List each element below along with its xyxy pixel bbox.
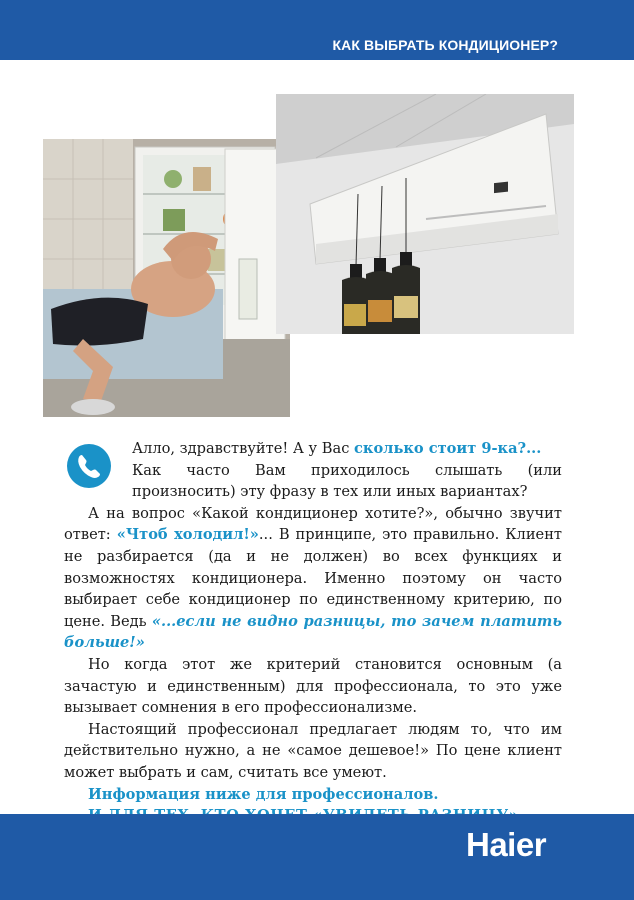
professionals-note: Информация ниже для профессионалов. <box>88 785 439 803</box>
paragraph-1: А на вопрос «Какой кондиционер хотите?», обычно звучит ответ: «Чтоб холодил!»... В принципе, это правильно. Клиент не разбирается (да и не должен) во всех функциях и возможностях кондиционера. Именно поэтому он часто выбирает себе кондиционер по единственному критерию, по цене. Ведь «...если не видно разницы, то зачем платить больше!» <box>64 504 563 652</box>
haier-logo: Haier <box>466 826 547 863</box>
photo-man-fridge <box>43 139 290 417</box>
cool-answer: «Чтоб холодил!» <box>116 526 259 544</box>
intro-line-1: Алло, здравствуйте! А у Вас сколько стоит 9-ка?... <box>132 440 542 457</box>
page-title: КАК ВЫБРАТЬ КОНДИЦИОНЕР? <box>332 37 558 53</box>
article-body <box>64 438 562 827</box>
price-question: сколько стоит 9-ка? <box>354 440 527 457</box>
price-quote: «...если не видно разницы, то зачем платить больше!» <box>64 612 563 652</box>
photo-air-conditioner <box>276 94 574 334</box>
paragraph-2: Но когда этот же критерий становится основным (а зачастую и единственным) для профессионала, то это уже вызывает сомнения в его профессионализме. <box>64 655 562 717</box>
intro-line-2: Как часто Вам приходилось слышать (или произносить) эту фразу в тех или иных вариантах? <box>132 461 562 501</box>
paragraph-3: Настоящий профессионал предлагает людям то, что им действительно нужно, а не «самое дешевое!» По цене клиент может выбрать и сам, считать все умеют. <box>64 720 562 781</box>
